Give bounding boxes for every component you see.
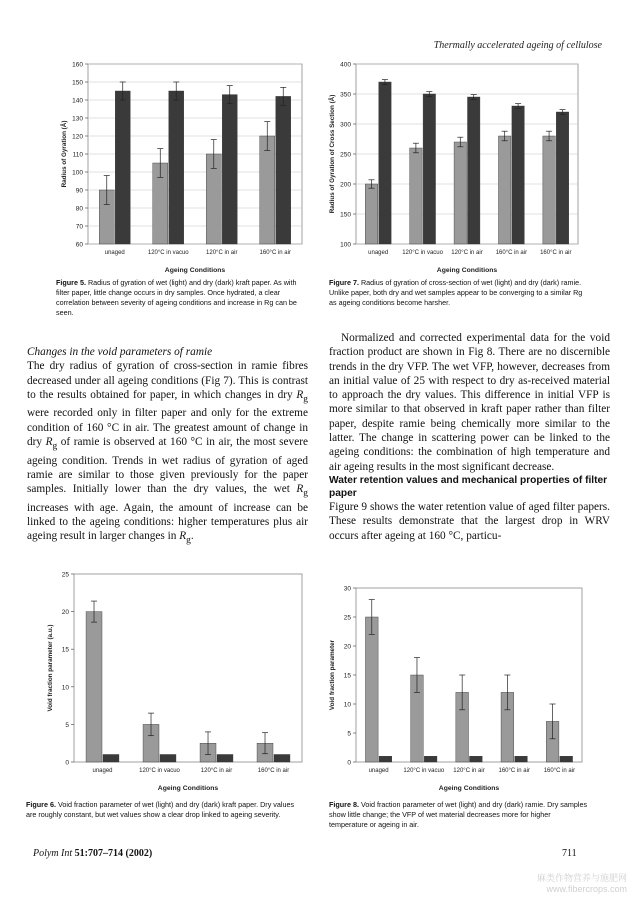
bar	[454, 142, 466, 244]
figure-5-caption	[56, 278, 308, 318]
y-tick-label: 130	[72, 115, 83, 123]
bar	[423, 94, 435, 244]
category-label: unaged	[104, 250, 125, 256]
text-part: .	[190, 530, 194, 543]
y-tick-label: 350	[340, 91, 351, 99]
y-tick-label: 15	[343, 672, 351, 680]
figure-7-caption-text: Radius of gyration of cross-section of wet (light) and dry (dark) ramie. Unlike paper, both dry and wet samples appear to be converging to a similar Rg as ageing conditions become harsher.	[329, 278, 583, 307]
bar	[512, 106, 524, 244]
category-label: 120°C in vacuo	[403, 768, 445, 774]
category-label: 160°C in air	[259, 250, 291, 256]
watermark-line-1: 麻类作物营养与施肥网	[536, 873, 627, 883]
category-label: 160°C in air	[495, 250, 528, 256]
category-label: 160°C in air	[540, 250, 572, 256]
y-tick-label: 20	[61, 609, 69, 617]
y-tick-label: 5	[65, 721, 69, 729]
bar	[468, 97, 480, 244]
category-label: 120°C in vacuo	[139, 768, 180, 774]
y-axis-label: Radius of Gyration of Cross Section (Å)	[329, 94, 336, 214]
figure-8-caption-label: Figure 8.	[329, 800, 359, 809]
y-axis-label: Void fraction parameter	[329, 639, 336, 711]
text-part: of ramie is observed at 160 °C in air, the most severe ageing condition. Trends in wet radius of gyration of aged ramie are similar to those given previously for the paper samples. Initially lower than the dry values, the wet	[27, 436, 308, 496]
figure-5-chart	[58, 58, 308, 278]
category-label: 160°C in air	[543, 768, 576, 774]
bar	[160, 754, 176, 762]
figure-6-chart	[44, 568, 308, 796]
bar	[103, 754, 119, 762]
y-tick-label: 25	[61, 571, 69, 579]
x-axis-label: Ageing Conditions	[157, 785, 219, 792]
section-title-water-retention: Water retention values and mechanical properties of filter paper	[329, 474, 608, 499]
volume-citation: 51:707–714 (2002)	[72, 848, 153, 859]
y-tick-label: 110	[72, 151, 83, 159]
x-axis-label: Ageing Conditions	[164, 267, 226, 274]
bar	[515, 756, 528, 762]
figure-5-caption-label: Figure 5.	[56, 278, 86, 287]
category-label: unaged	[368, 250, 389, 256]
y-tick-label: 100	[340, 241, 351, 249]
y-tick-label: 150	[340, 211, 351, 219]
category-label: unaged	[368, 768, 389, 774]
x-axis-label: Ageing Conditions	[438, 785, 500, 792]
y-axis-label: Radius of Gyration (Å)	[61, 120, 68, 188]
fig6-svg	[44, 568, 308, 796]
x-axis-label: Ageing Conditions	[436, 267, 498, 274]
watermark-line-2: www.fibercrops.com	[546, 884, 627, 894]
text-part: increases with age. Again, the amount of increase can be linked to the ageing conditions: higher temperatures plus air ageing result in larger changes in	[27, 501, 308, 543]
category-label: 120°C in air	[453, 768, 485, 774]
y-tick-label: 200	[340, 181, 351, 189]
figure-5-caption-text: Radius of gyration of wet (light) and dry (dark) kraft paper. As with filter paper, little change occurs in dry samples. Once hydrated, a clear correlation between severity of ageing conditions and increase in Rg can be seen.	[56, 278, 297, 317]
paragraph-ramie-rg: The dry radius of gyration of cross-section in ramie fibres decreased under all ageing conditions (Fig 7). This is contrast to the results obtained for paper, in which changes in dry $R_g$ were recorded only in filter paper and only for the extreme condition of 160 °C in air. The greatest amount of change in dry $R_g$ of ramie is observed at 160 °C in air, the most severe ageing condition. Trends in wet radius of gyration of aged ramie are similar to those given previously for the paper samples. Initially lower than the dry values, the wet $R_g$ increases with age. Again, the amount of increase can be linked to the ageing conditions: higher temperatures plus air ageing result in larger changes in $R_g$.	[27, 360, 308, 546]
fig7-svg	[326, 58, 584, 278]
y-tick-label: 10	[343, 701, 351, 709]
y-tick-label: 0	[65, 759, 69, 767]
y-tick-label: 400	[340, 61, 351, 69]
y-tick-label: 20	[343, 643, 351, 651]
category-label: 120°C in air	[451, 250, 483, 256]
y-tick-label: 150	[72, 79, 83, 87]
figure-8-caption-text: Void fraction parameter of wet (light) and dry (dark) ramie. Dry samples show little change; the VFP of wet material decreases more for higher temperature or ageing in air.	[329, 800, 588, 829]
y-tick-label: 25	[343, 614, 351, 622]
bar	[217, 754, 233, 762]
text-part: The dry radius of gyration of cross-section in ramie fibres decreased under all ageing conditions (Fig 7). This is contrast to the results obtained for paper, in which changes in dry	[27, 360, 308, 401]
y-tick-label: 15	[61, 646, 69, 654]
category-label: 160°C in air	[257, 768, 290, 774]
bar	[560, 756, 573, 762]
y-tick-label: 250	[340, 151, 351, 159]
y-tick-label: 120	[72, 133, 83, 141]
figure-6-caption-text: Void fraction parameter of wet (light) and dry (dark) kraft paper. Dry values are roughly constant, but wet values show a clear drop linked to ageing severity.	[26, 800, 295, 819]
bar	[379, 756, 392, 762]
site-watermark	[537, 873, 627, 895]
bar	[424, 756, 437, 762]
y-tick-label: 80	[75, 205, 83, 213]
y-tick-label: 300	[340, 121, 351, 129]
category-label: 120°C in air	[200, 768, 233, 774]
y-tick-label: 90	[75, 187, 83, 195]
category-label: unaged	[92, 768, 113, 774]
figure-7-caption	[329, 278, 591, 308]
category-label: 160°C in air	[498, 768, 530, 774]
bar	[274, 754, 290, 762]
bar	[222, 95, 237, 244]
figure-6-caption	[26, 800, 302, 820]
right-text-column	[329, 331, 610, 543]
page-number: 711	[562, 848, 577, 859]
y-tick-label: 140	[72, 97, 83, 105]
bar	[498, 136, 510, 244]
plot-area	[74, 574, 302, 762]
paragraph-vfp: Normalized and corrected experimental data for the void fraction product are shown in Fig 8. There are no discernible trends in the dry VFP. The wet VFP, however, decreases from an initial value of 25 with respect to dry as-received material to approach the dry values. This difference in initial VFP is more similar to that observed in kraft paper rather than filter paper, despite ramie being chemically more similar to the latter. The change in scattering power can be linked to the ageing conditions: the combination of high temperature and air ageing results in the most significant decrease.	[329, 332, 610, 473]
paragraph-wrv: Figure 9 shows the water retention value of aged filter papers. These results demonstrate that the largest drop in WRV occurs after ageing at 160 °C, particu-	[329, 500, 610, 542]
y-axis-label: Void fraction parameter (a.u.)	[47, 624, 54, 712]
bar	[86, 612, 102, 762]
bar	[365, 617, 378, 762]
y-tick-label: 70	[75, 223, 83, 231]
bar	[470, 756, 483, 762]
text-part: were recorded only in filter paper and only for the extreme condition of 160 °C in air. The greatest amount of change in dry	[27, 407, 308, 449]
bar	[260, 136, 275, 244]
category-label: 120°C in air	[206, 250, 238, 256]
y-tick-label: 5	[347, 730, 351, 738]
fig5-svg	[58, 58, 308, 278]
bar	[379, 82, 391, 244]
y-tick-label: 10	[61, 684, 69, 692]
bar	[556, 112, 568, 244]
y-tick-label: 0	[347, 759, 351, 767]
figure-7-chart	[326, 58, 584, 278]
category-label: 120°C in vacuo	[402, 250, 443, 256]
footer-citation	[33, 848, 152, 859]
figure-7-caption-label: Figure 7.	[329, 278, 359, 287]
bar	[410, 148, 422, 244]
fig8-svg	[326, 582, 588, 796]
figure-8-caption	[329, 800, 591, 830]
y-tick-label: 30	[343, 585, 351, 593]
running-head: Thermally accelerated ageing of cellulose	[433, 40, 602, 51]
category-label: 120°C in vacuo	[147, 250, 189, 256]
bar	[543, 136, 555, 244]
section-title-void-ramie: Changes in the void parameters of ramie	[27, 346, 213, 358]
figure-8-chart	[326, 582, 588, 796]
bar	[276, 96, 291, 244]
bar	[365, 184, 377, 244]
figure-6-caption-label: Figure 6.	[26, 800, 56, 809]
y-tick-label: 60	[75, 241, 83, 249]
bar	[169, 91, 184, 244]
left-text-column	[27, 345, 308, 548]
bar	[115, 91, 130, 244]
y-tick-label: 100	[72, 169, 83, 177]
y-tick-label: 160	[72, 61, 83, 69]
journal-name: Polym Int	[33, 848, 73, 859]
